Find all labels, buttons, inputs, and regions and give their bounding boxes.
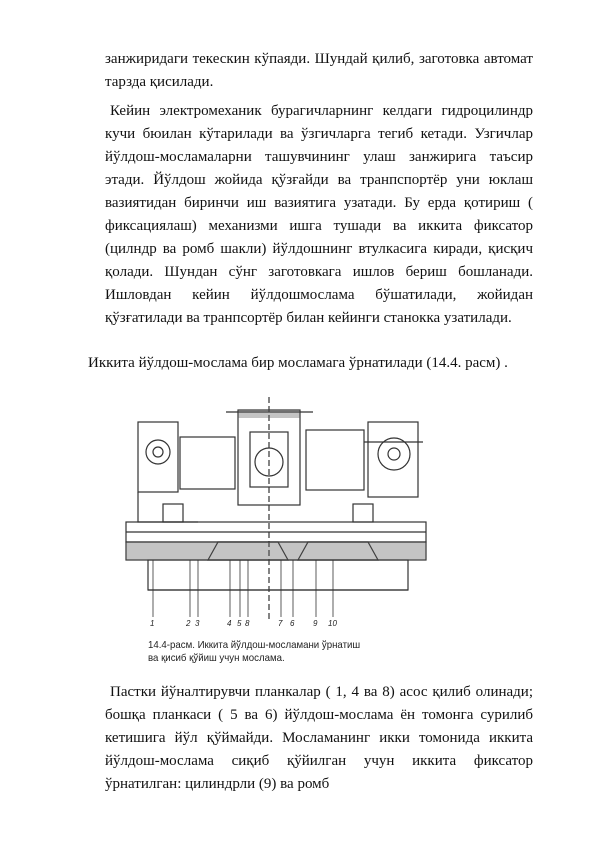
paragraph-3: Иккита йўлдош-мослама бир мосламага ўрнатилади (14.4. расм) . — [88, 355, 508, 371]
fixture-drawing — [118, 392, 448, 642]
right-clamp-shape — [306, 430, 364, 490]
callout-9: 9 — [313, 619, 318, 628]
callout-7: 7 — [278, 619, 283, 628]
callout-8: 8 — [245, 619, 250, 628]
figure-caption — [148, 639, 360, 665]
callout-6: 6 — [290, 619, 295, 628]
technical-drawing-figure — [118, 392, 448, 672]
callout-2: 2 — [186, 619, 191, 628]
paragraph-4: Пастки йўналтирувчи планкалар ( 1, 4 ва 8) асос қилиб олинади; бошқа планкаси ( 5 ва 6) йўлдош-мослама ён томонга сурилиб кетишига йўл қўймайди. Мосламанинг икки томонида иккита йўлдош-мослама сиқиб қўйилган учун иккита фиксатор ўрнатилган: цилиндрли (9) ва ромб — [105, 684, 533, 792]
caption-line-1: 14.4-расм. Иккита йўлдош-мосламани ўрнатиш — [148, 639, 361, 651]
caption-line-2: ва қисиб қўйиш учун мослама. — [148, 652, 285, 664]
paragraph-1: занжиридаги текескин кўпаяди. Шундай қилиб, заготовка автомат тарзда қисилади. — [105, 51, 533, 90]
callout-3: 3 — [195, 619, 200, 628]
callout-5: 5 — [237, 619, 242, 628]
callout-1: 1 — [150, 619, 155, 628]
callout-4: 4 — [227, 619, 232, 628]
paragraph-2: Кейин электромеханик бурагичларнинг келдаги гидроцилиндр кучи бюилан кўтарилади ва ўзгичларга тегиб кетади. Узгичлар йўлдош-мосламаларни ташувчининг улаш занжирига таъсир этади. Йўлдош жойида қўзғайди ва транпспортёр уни юклаш вазиятидан биринчи иш вазиятига узатади. Бу ерда қотириш ( фиксациялаш) механизми ишга тушади ва иккита фиксатор (цилндр ва ромб шакли) йўлдошнинг втулкасига киради, қисқич қолади. Шундан сўнг заготовкага ишлов бериш бошланади. Ишловдан кейин йўлдошмослама бўшатилади, жойидан қўзғатилади ва транпсортёр билан кейинги станокка узатилади. — [105, 103, 533, 326]
callout-10: 10 — [328, 619, 337, 628]
